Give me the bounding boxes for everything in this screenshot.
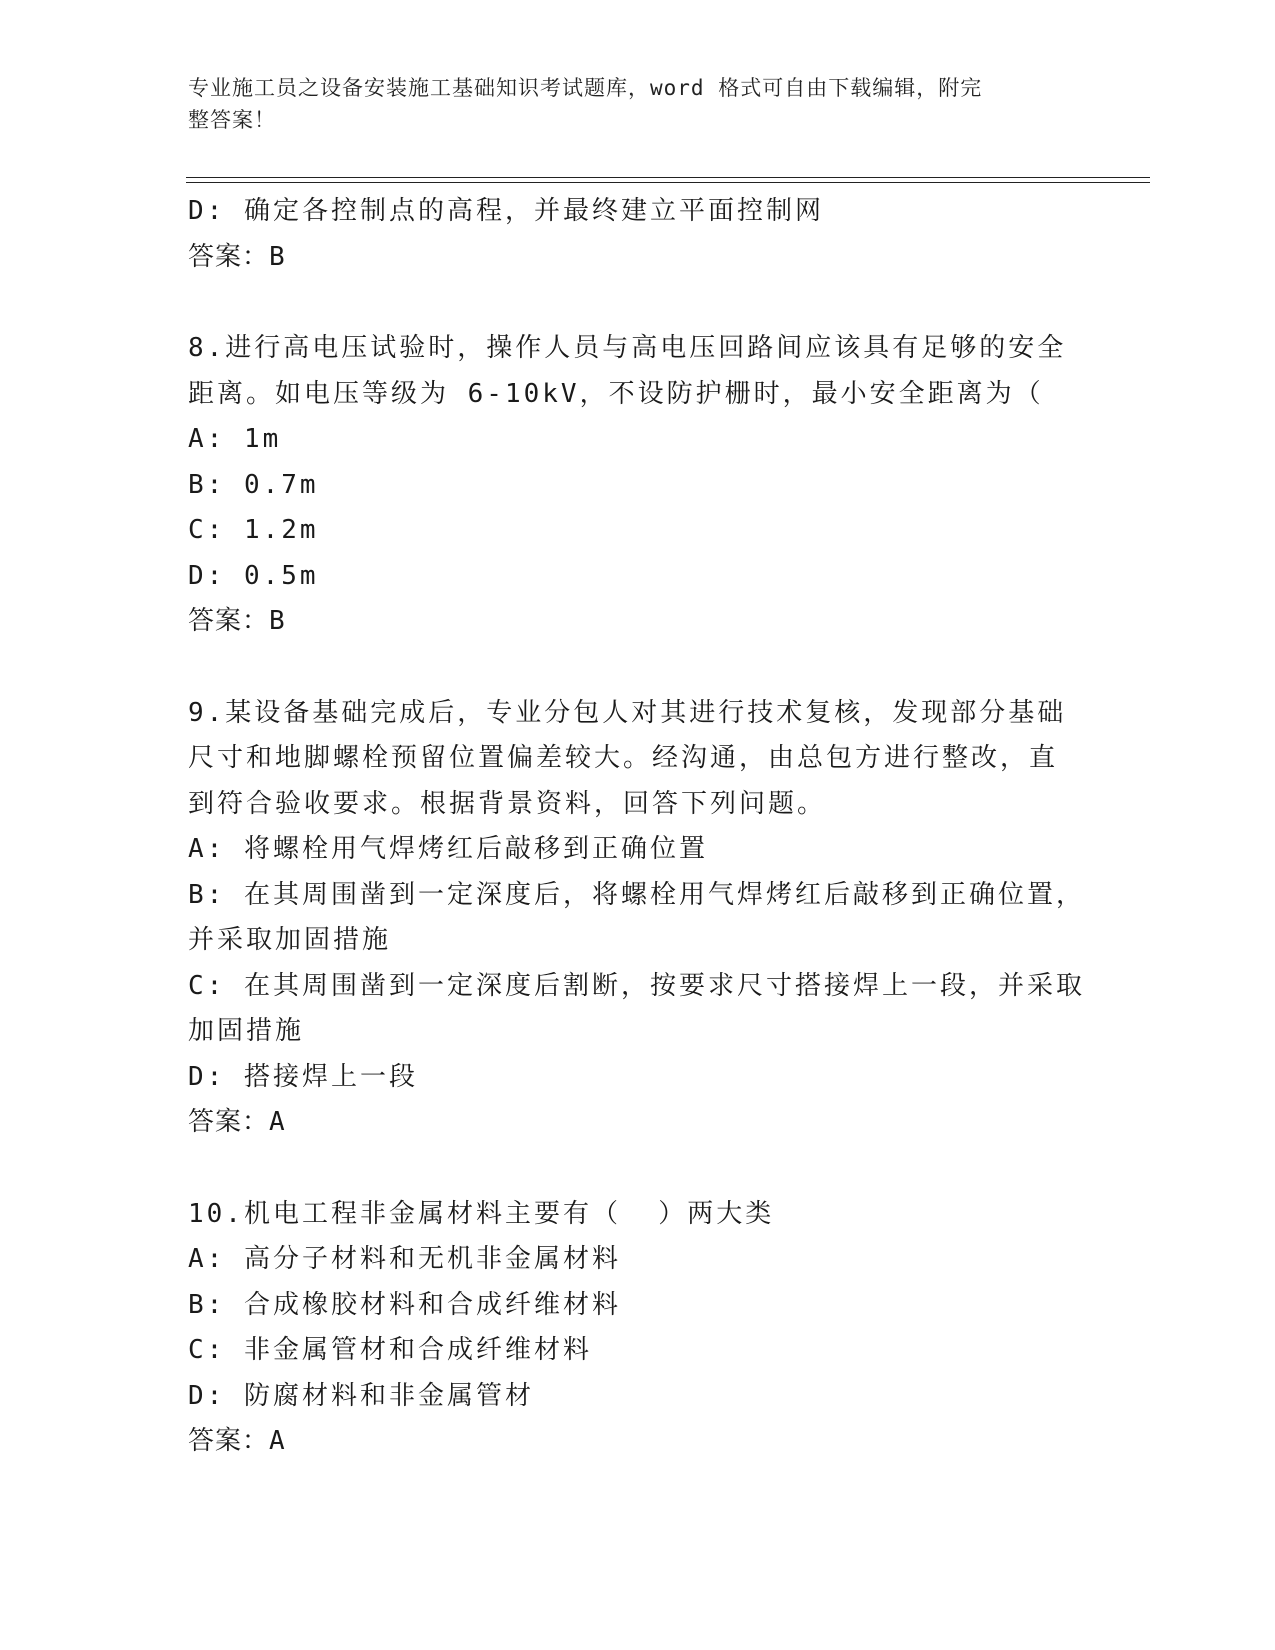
- answer-line: [188, 1419, 1088, 1465]
- option-b: B: 0.7m: [188, 469, 319, 500]
- question-stem: 9.某设备基础完成后，专业分包人对其进行技术复核，发现部分基础: [188, 697, 1067, 728]
- question-8: [188, 326, 1088, 645]
- option-c: C: 非金属管材和合成纤维材料: [188, 1335, 592, 1365]
- option-b-continued: 并采取加固措施: [188, 925, 392, 955]
- answer-value: A: [269, 1426, 288, 1456]
- answer-line: [188, 235, 1088, 281]
- option-a: A: 将螺栓用气焊烤红后敲移到正确位置: [188, 834, 708, 864]
- answer-label: 答案：: [188, 1107, 270, 1137]
- previous-question-tail: [188, 189, 1088, 280]
- header-line-2: 整答案！: [188, 108, 276, 132]
- spacer: [188, 280, 1088, 326]
- question-stem: 尺寸和地脚螺栓预留位置偏差较大。经沟通，由总包方进行整改，直: [188, 743, 1059, 773]
- option-d: D: 防腐材料和非金属管材: [188, 1380, 534, 1411]
- answer-line: [188, 599, 1088, 645]
- answer-label: 答案：: [188, 606, 270, 636]
- question-stem: 距离。如电压等级为 6-10kV，不设防护栅时，最小安全距离为（: [188, 378, 1044, 409]
- question-stem: 8.进行高电压试验时，操作人员与高电压回路间应该具有足够的安全: [188, 333, 1067, 363]
- option-b: B: 在其周围凿到一定深度后，将螺栓用气焊烤红后敲移到正确位置，: [188, 879, 1085, 910]
- option-d: D: 确定各控制点的高程，并最终建立平面控制网: [188, 196, 824, 226]
- document-header: [188, 72, 1068, 136]
- option-a: A: 高分子材料和无机非金属材料: [188, 1244, 621, 1274]
- answer-line: [188, 1100, 1088, 1146]
- option-a: A: 1m: [188, 424, 282, 454]
- option-b: B: 合成橡胶材料和合成纤维材料: [188, 1289, 621, 1320]
- spacer: [188, 1146, 1088, 1192]
- answer-value: B: [269, 606, 288, 636]
- question-content: [188, 189, 1088, 1465]
- answer-label: 答案：: [188, 241, 270, 272]
- question-stem: 10.机电工程非金属材料主要有（ ）两大类: [188, 1198, 775, 1229]
- option-c: C: 在其周围凿到一定深度后割断，按要求尺寸搭接焊上一段，并采取: [188, 970, 1085, 1001]
- spacer: [188, 645, 1088, 691]
- option-d: D: 搭接焊上一段: [188, 1061, 418, 1092]
- option-c: C: 1.2m: [188, 515, 319, 545]
- header-divider: [186, 177, 1150, 183]
- answer-label: 答案：: [188, 1426, 270, 1456]
- question-stem: 到符合验收要求。根据背景资料，回答下列问题。: [188, 788, 827, 819]
- answer-value: B: [269, 241, 288, 272]
- answer-value: A: [269, 1107, 288, 1137]
- option-c-continued: 加固措施: [188, 1016, 305, 1046]
- question-9: [188, 691, 1088, 1146]
- option-d: D: 0.5m: [188, 560, 319, 591]
- header-line-1: 专业施工员之设备安装施工基础知识考试题库，word 格式可自由下载编辑，附完: [188, 76, 983, 100]
- question-10: [188, 1192, 1088, 1465]
